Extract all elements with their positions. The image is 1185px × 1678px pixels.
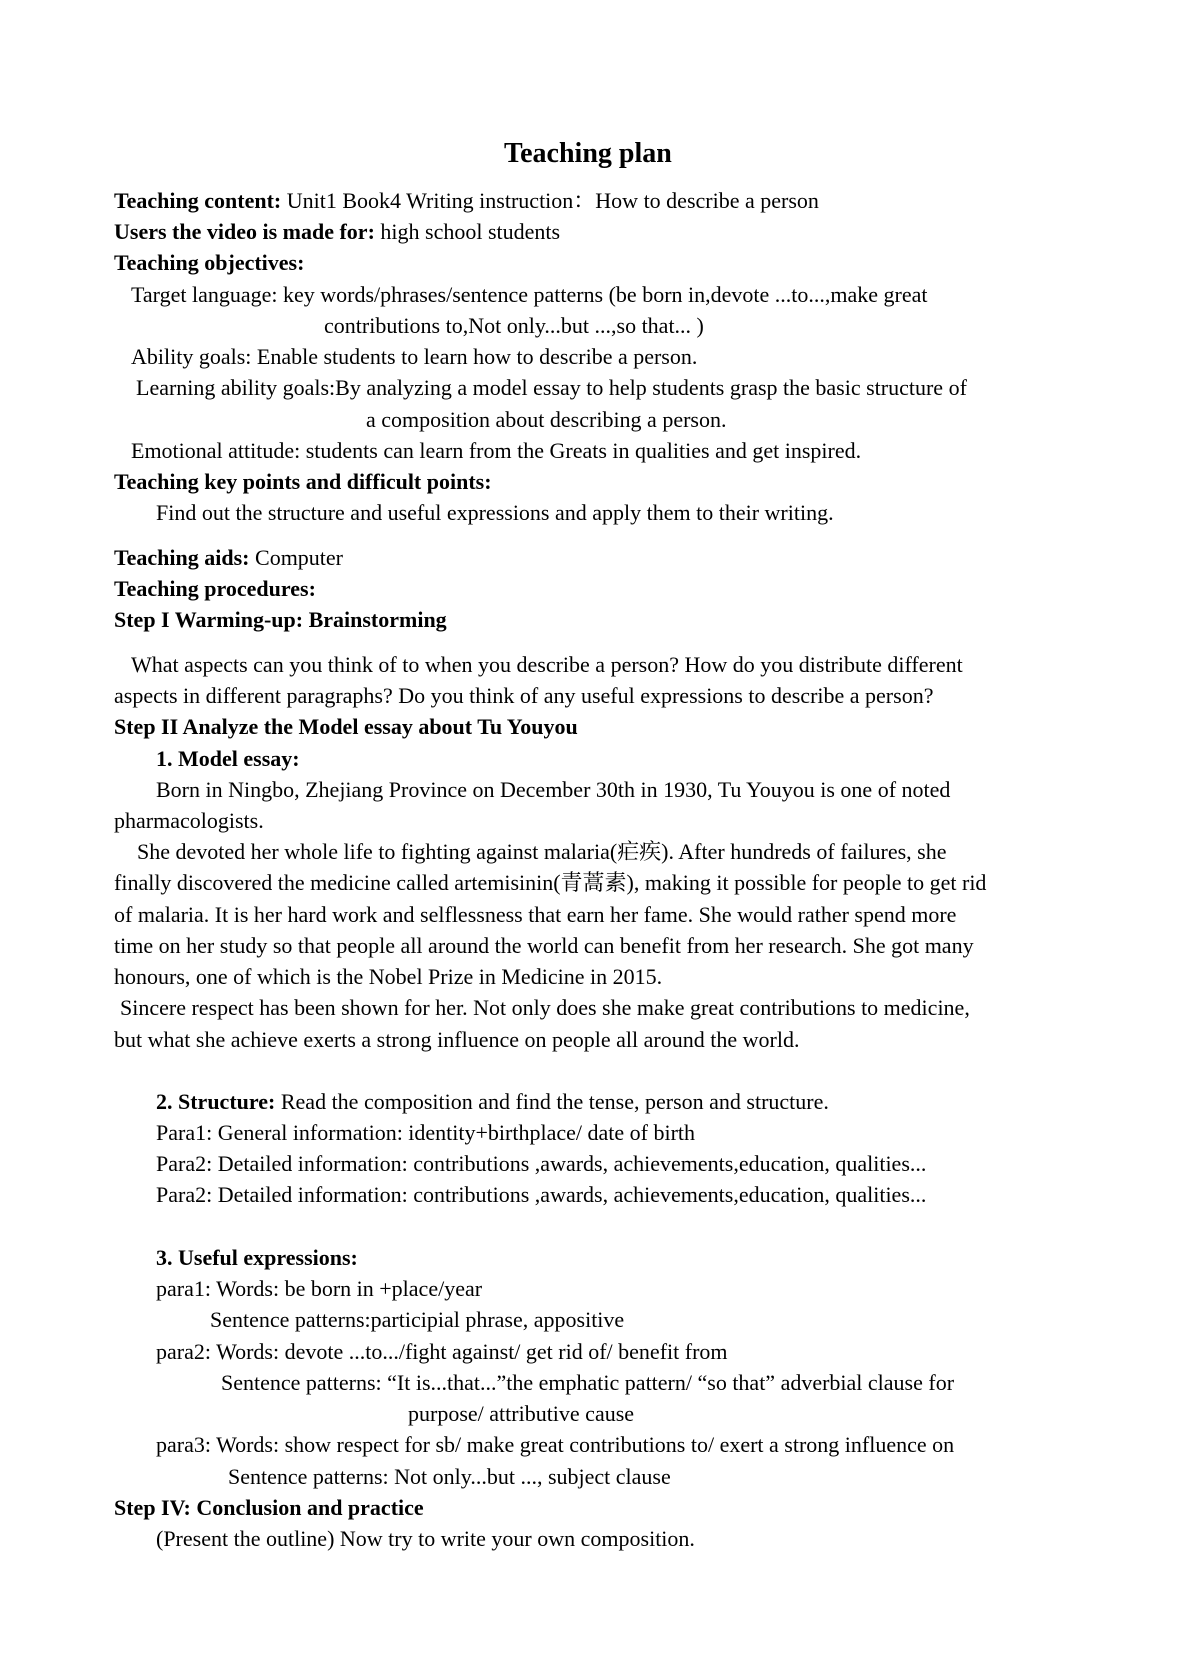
para3-sentence-patterns: Sentence patterns: Not only...but ..., subject clause [228,1464,671,1489]
teaching-content-label: Teaching content: [114,188,282,213]
para1-sentence-patterns: Sentence patterns:participial phrase, appositive [210,1307,625,1332]
step4-text: (Present the outline) Now try to write your own composition. [156,1526,695,1551]
essay-line: of malaria. It is her hard work and selflessness that earn her fame. She would rather spend more [114,902,957,927]
users-line [114,221,560,243]
essay-line: honours, one of which is the Nobel Prize in Medicine in 2015. [114,964,663,989]
learning-ability-line-1: Learning ability goals:By analyzing a model essay to help students grasp the basic structure of [136,375,967,400]
users-value: high school students [380,219,561,244]
step1-text-line-1: What aspects can you think of to when you describe a person? How do you distribute different [131,652,963,677]
model-essay-heading: 1. Model essay: [156,746,300,771]
essay-line: time on her study so that people all around the world can benefit from her research. She got many [114,933,974,958]
step4-heading: Step IV: Conclusion and practice [114,1495,424,1520]
page-title: Teaching plan [504,138,672,169]
target-language-line-1: Target language: key words/phrases/sentence patterns (be born in,devote ...to...,make great [131,282,928,307]
para2-sentence-patterns-2: purpose/ attributive cause [408,1401,635,1426]
para1-words: para1: Words: be born in +place/year [156,1276,483,1301]
para2-words: para2: Words: devote ...to.../fight against/ get rid of/ benefit from [156,1339,728,1364]
essay-line: finally discovered the medicine called artemisinin(青蒿素), making it possible for people to get rid [114,870,987,895]
step2-heading: Step II Analyze the Model essay about Tu Youyou [114,714,578,739]
structure-line [156,1091,829,1113]
objectives-heading: Teaching objectives: [114,250,305,275]
procedures-heading: Teaching procedures: [114,576,316,601]
essay-line: but what she achieve exerts a strong influence on people all around the world. [114,1027,800,1052]
essay-line: pharmacologists. [114,808,264,833]
structure-para3: Para2: Detailed information: contributions ,awards, achievements,education, qualities... [156,1182,927,1207]
structure-para2: Para2: Detailed information: contributions ,awards, achievements,education, qualities... [156,1151,927,1176]
teaching-aids-value: Computer [255,545,344,570]
users-label: Users the video is made for: [114,219,375,244]
para2-sentence-patterns-1: Sentence patterns: “It is...that...”the emphatic pattern/ “so that” adverbial clause for [221,1370,955,1395]
structure-label: 2. Structure: [156,1089,276,1114]
teaching-aids-label: Teaching aids: [114,545,250,570]
step1-heading: Step I Warming-up: Brainstorming [114,607,447,632]
essay-line: She devoted her whole life to fighting against malaria(疟疾). After hundreds of failures, she [137,839,947,864]
key-points-text: Find out the structure and useful expressions and apply them to their writing. [156,500,834,525]
essay-line: Born in Ningbo, Zhejiang Province on December 30th in 1930, Tu Youyou is one of noted [156,777,951,802]
teaching-content-line [114,190,819,212]
learning-ability-line-2: a composition about describing a person. [366,407,727,432]
teaching-content-value: Unit1 Book4 Writing instruction：How to describe a person [286,188,819,213]
key-points-heading: Teaching key points and difficult points: [114,469,492,494]
structure-text: Read the composition and find the tense, person and structure. [280,1089,829,1114]
target-language-line-2: contributions to,Not only...but ...,so that... ) [324,313,704,338]
para3-words: para3: Words: show respect for sb/ make great contributions to/ exert a strong influence on [156,1432,955,1457]
teaching-aids-line [114,547,343,569]
useful-expressions-heading: 3. Useful expressions: [156,1245,358,1270]
essay-line: Sincere respect has been shown for her. Not only does she make great contributions to medicine, [120,995,970,1020]
step1-text-line-2: aspects in different paragraphs? Do you think of any useful expressions to describe a person? [114,683,934,708]
structure-para1: Para1: General information: identity+birthplace/ date of birth [156,1120,696,1145]
emotional-attitude: Emotional attitude: students can learn from the Greats in qualities and get inspired. [131,438,862,463]
ability-goals: Ability goals: Enable students to learn how to describe a person. [131,344,698,369]
